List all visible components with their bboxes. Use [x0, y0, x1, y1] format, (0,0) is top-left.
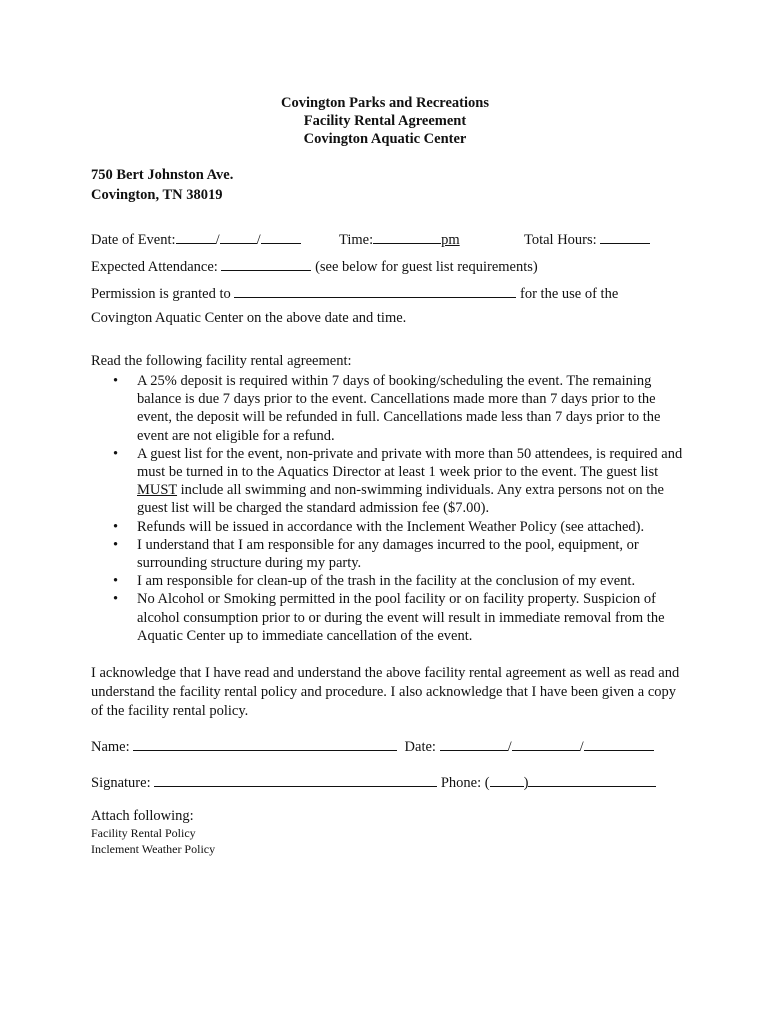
- event-details-row: Date of Event: / /: [91, 229, 301, 249]
- list-item: [91, 445, 691, 518]
- address-street: 750 Bert Johnston Ave.: [91, 167, 234, 183]
- address-city: Covington, TN 38019: [91, 187, 223, 203]
- event-month-field[interactable]: [176, 229, 216, 244]
- event-year-field[interactable]: [261, 229, 301, 244]
- bullet-icon: •: [113, 518, 119, 535]
- attendance-note: (see below for guest list requirements): [315, 259, 538, 275]
- permission-suffix: for the use of the: [520, 286, 619, 302]
- org-name: Covington Parks and Recreations: [281, 95, 489, 111]
- term-text: No Alcohol or Smoking permitted in the pool facility or on facility property. Suspicion of alcohol consumption prior to or during the event will result in immediate removal from the Aquatic Center up to immediate cancellation of the event.: [137, 591, 665, 644]
- list-item: [91, 572, 691, 590]
- agreement-terms-list: [91, 372, 691, 645]
- sign-year-field[interactable]: [584, 736, 654, 751]
- document-header: [0, 94, 770, 148]
- list-item: [91, 536, 691, 572]
- agreement-intro: Read the following facility rental agreement:: [91, 353, 352, 369]
- name-field[interactable]: [133, 736, 397, 751]
- phone-label: Phone: (: [440, 775, 490, 791]
- attachment-item: Facility Rental Policy: [91, 826, 196, 840]
- permission-name-field[interactable]: [234, 283, 516, 298]
- term-text: A 25% deposit is required within 7 days of booking/scheduling the event. The remaining balance is due 7 days prior to the event. Cancellations made more than 7 days prior to the event, the deposit will be refunded in full. Cancellations made less than 7 days prior to the event are not eligible for a refund.: [137, 373, 661, 444]
- sign-month-field[interactable]: [440, 736, 508, 751]
- term-emphasis: MUST: [137, 482, 178, 499]
- event-time-field[interactable]: [373, 229, 441, 244]
- time-suffix: pm: [441, 232, 460, 248]
- attachment-item: Inclement Weather Policy: [91, 842, 216, 856]
- total-hours-row: [524, 229, 650, 249]
- list-item: [91, 518, 691, 536]
- signature-label: Signature:: [91, 775, 151, 791]
- phone-area-code-field[interactable]: [490, 772, 524, 787]
- attendance-field[interactable]: [221, 256, 311, 271]
- time-label: Time:: [339, 232, 374, 248]
- event-day-field[interactable]: [220, 229, 257, 244]
- permission-line2: Covington Aquatic Center on the above date and time.: [91, 310, 407, 326]
- bullet-icon: •: [113, 573, 119, 590]
- bullet-icon: •: [113, 536, 119, 553]
- attendance-label: Expected Attendance:: [91, 259, 218, 275]
- total-hours-field[interactable]: [600, 229, 650, 244]
- document-title: Facility Rental Agreement: [303, 113, 467, 129]
- acknowledgement-paragraph: I acknowledge that I have read and understand the above facility rental agreement as well as read and understand the facility rental policy and procedure. I also acknowledge that I have been given a copy of the facility rental policy.: [91, 665, 680, 719]
- permission-prefix: Permission is granted to: [91, 286, 231, 302]
- term-text: I understand that I am responsible for any damages incurred to the pool, equipment, or surrounding structure during my party.: [137, 536, 639, 572]
- date-of-event-label: Date of Event:: [91, 232, 176, 248]
- attachments-label: Attach following:: [91, 808, 194, 824]
- total-hours-label: Total Hours:: [524, 232, 597, 248]
- permission-row: [91, 283, 618, 303]
- date-label: Date:: [404, 739, 436, 755]
- attendance-row: [91, 256, 538, 276]
- bullet-icon: •: [113, 591, 119, 608]
- time-row: [339, 229, 460, 249]
- term-text-before: A guest list for the event, non-private and private with more than 50 attendees, is required and must be turned in to the Aquatics Director at least 1 week prior to the event. The guest list: [137, 445, 683, 481]
- signature-phone-row: Signature: Phone: ( ): [91, 772, 656, 792]
- list-item: [91, 590, 691, 645]
- facility-name: Covington Aquatic Center: [303, 131, 467, 147]
- name-date-row: Name: Date: / /: [91, 736, 654, 756]
- name-label: Name:: [91, 739, 130, 755]
- term-text: I am responsible for clean-up of the trash in the facility at the conclusion of my event.: [137, 573, 636, 590]
- bullet-icon: •: [113, 373, 119, 389]
- signature-field[interactable]: [154, 772, 437, 787]
- term-text: Refunds will be issued in accordance with the Inclement Weather Policy (see attached).: [137, 518, 645, 535]
- phone-number-field[interactable]: [528, 772, 656, 787]
- term-text-after: include all swimming and non-swimming individuals. Any extra persons not on the guest list will be charged the standard admission fee ($7.00).: [137, 482, 664, 517]
- sign-day-field[interactable]: [512, 736, 580, 751]
- address-block: [91, 165, 233, 205]
- bullet-icon: •: [113, 445, 119, 462]
- list-item: [91, 372, 691, 445]
